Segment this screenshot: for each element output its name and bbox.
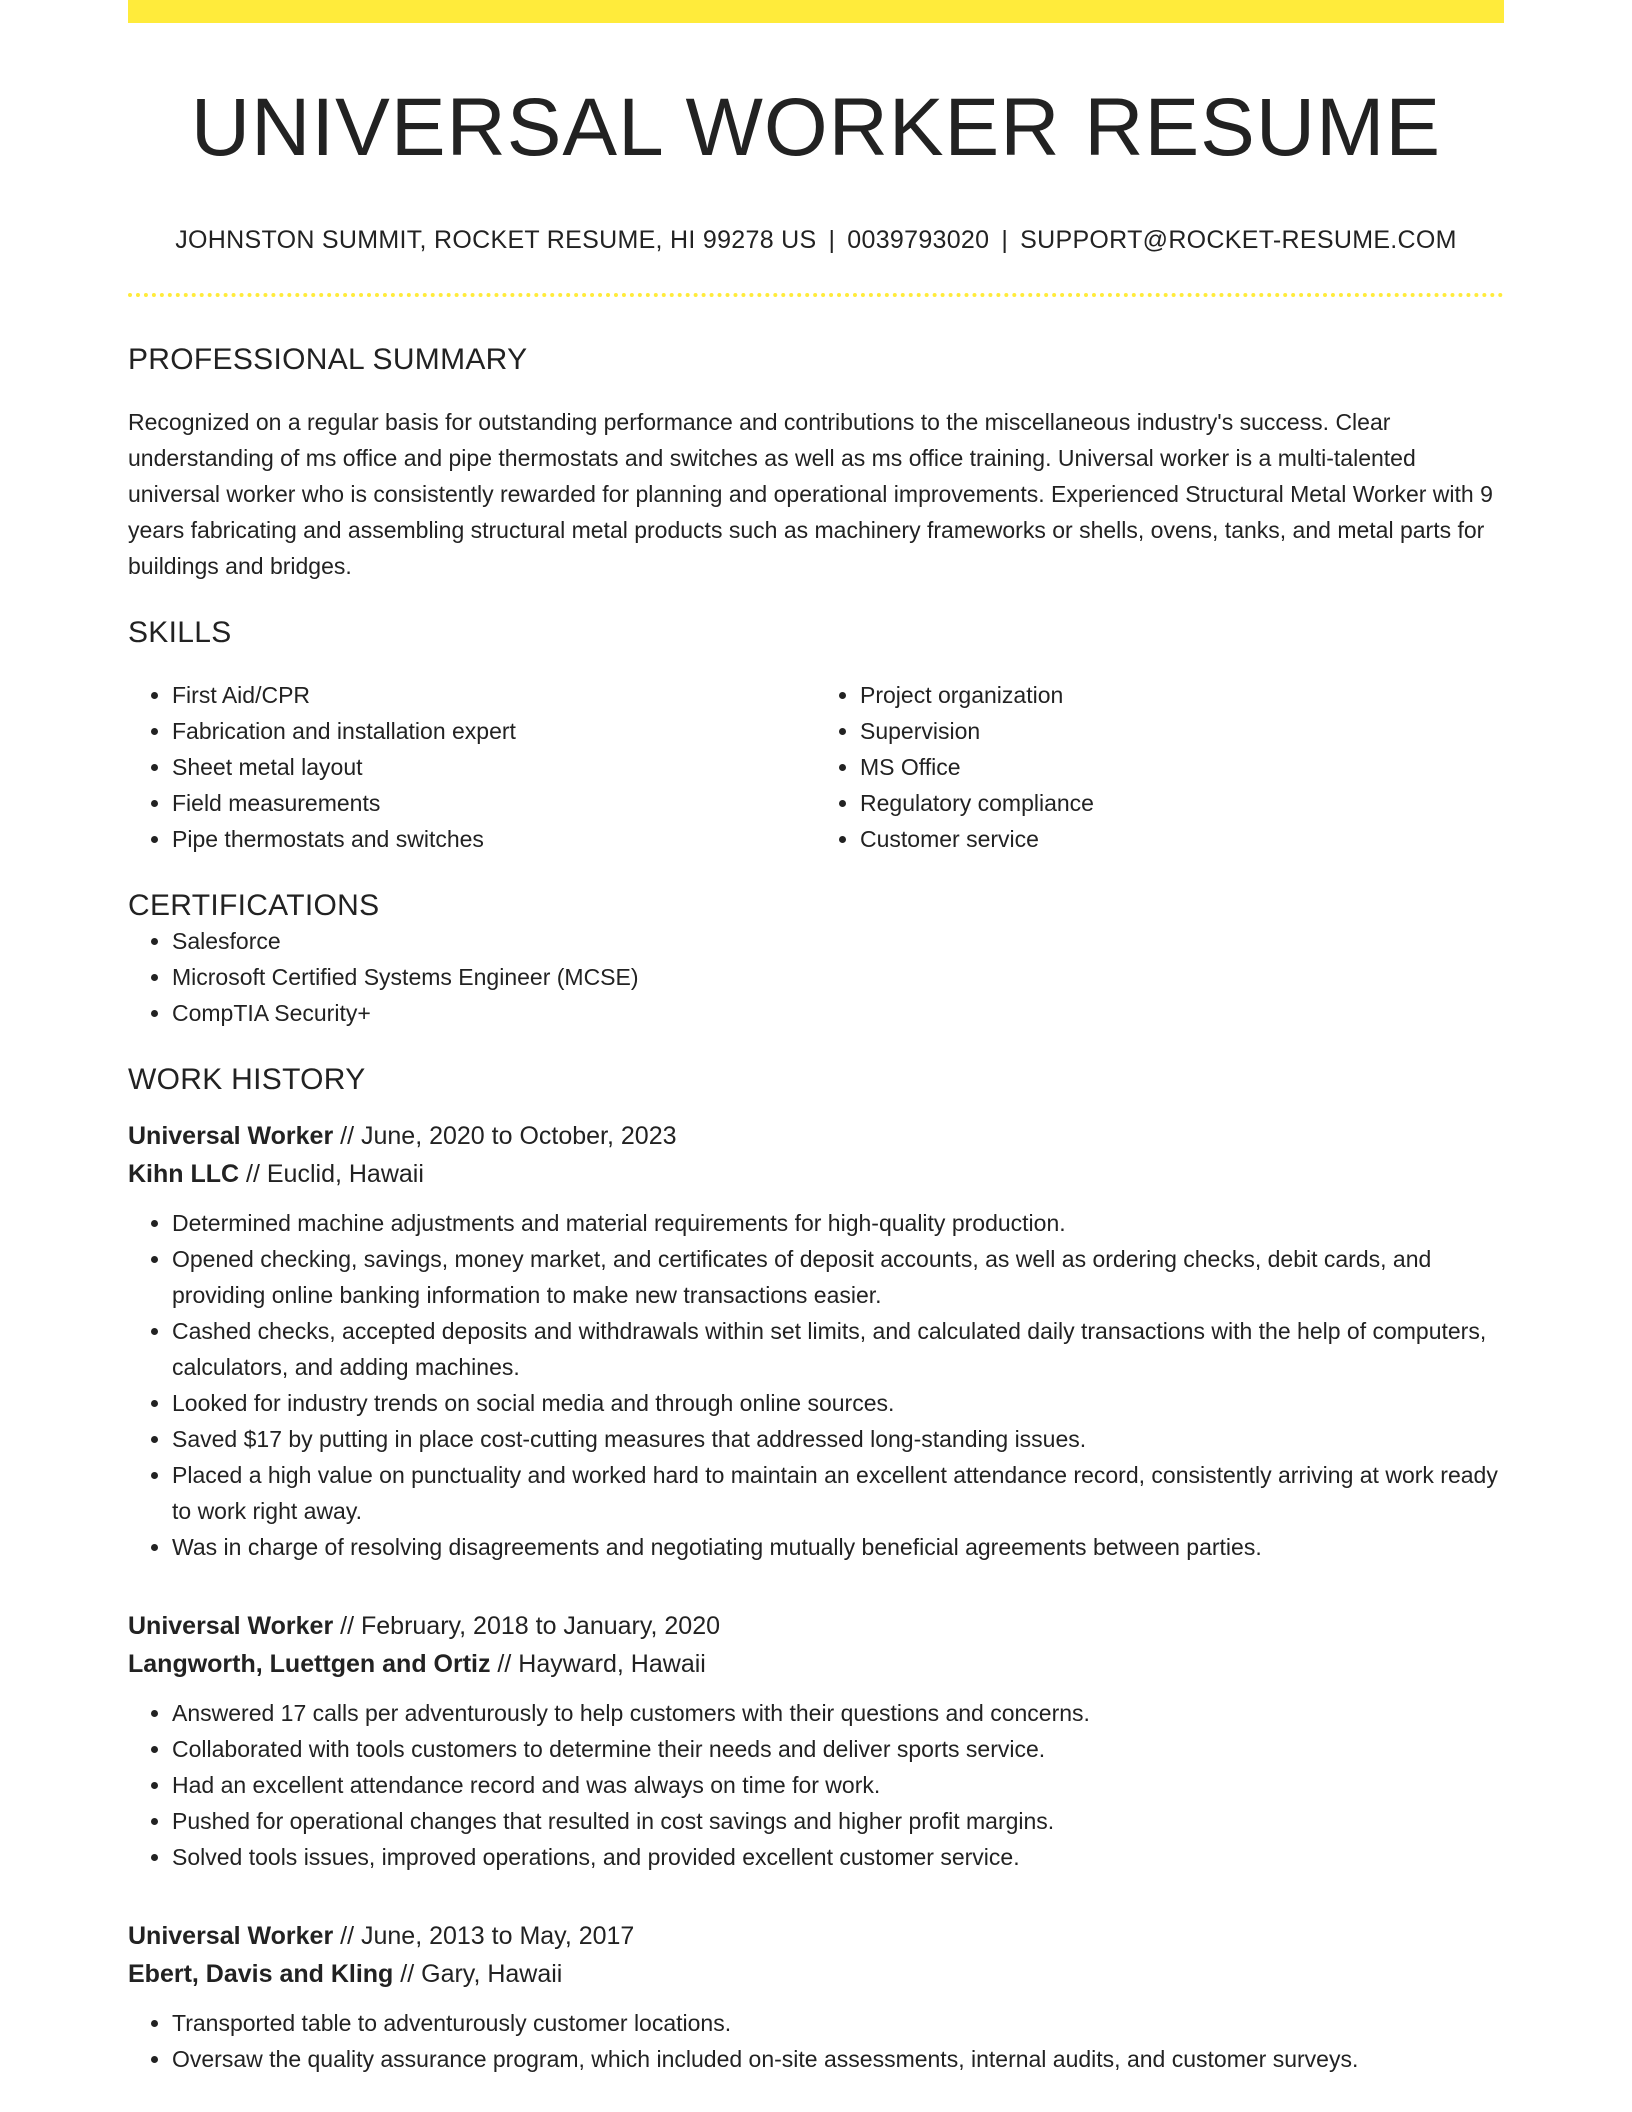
contact-line [128,226,1504,255]
work-history-heading: WORK HISTORY [128,1063,366,1097]
contact-address: JOHNSTON SUMMIT, ROCKET RESUME, HI 99278 US [175,226,817,255]
skill-item: • MS Office [860,749,1504,785]
certifications-list [128,923,1504,1031]
job-company: Langworth, Luettgen and Ortiz [128,1650,491,1679]
job-bullets [128,2005,1504,2077]
job-bullet: • Pushed for operational changes that resulted in cost savings and higher profit margins. [172,1803,1504,1839]
skills-list-left [128,677,816,857]
job-role-line [128,1117,1504,1155]
job-bullets [128,1205,1504,1565]
contact-phone: 0039793020 [847,226,990,255]
job-dates: // June, 2020 to October, 2023 [333,1122,677,1151]
dotted-divider [128,293,1504,297]
job-location: // Hayward, Hawaii [490,1650,706,1679]
job-entry [128,1117,1504,1565]
job-location: // Gary, Hawaii [393,1960,563,1989]
skill-item: • Supervision [860,713,1504,749]
job-entry [128,1607,1504,1875]
job-company-line [128,1645,1504,1683]
job-role: Universal Worker [128,1612,334,1641]
job-role: Universal Worker [128,1122,334,1151]
job-company-line [128,1155,1504,1193]
job-bullet: • Placed a high value on punctuality and worked hard to maintain an excellent attendance record, consistently arriving at work ready to work right away. [172,1457,1504,1529]
job-bullet: • Opened checking, savings, money market, and certificates of deposit accounts, as well as ordering checks, debit cards, and providing online banking information to make new transactions easier. [172,1241,1504,1313]
job-dates: // June, 2013 to May, 2017 [333,1922,635,1951]
certifications-heading: CERTIFICATIONS [128,889,380,923]
certification-item: • CompTIA Security+ [172,995,1504,1031]
job-bullet: • Cashed checks, accepted deposits and withdrawals within set limits, and calculated daily transactions with the help of computers, calculators, and adding machines. [172,1313,1504,1385]
skill-item: • Regulatory compliance [860,785,1504,821]
job-bullet: • Answered 17 calls per adventurously to help customers with their questions and concerns. [172,1695,1504,1731]
skill-item: • Sheet metal layout [172,749,816,785]
job-role: Universal Worker [128,1922,334,1951]
job-bullet: • Looked for industry trends on social media and through online sources. [172,1385,1504,1421]
skill-item: • Fabrication and installation expert [172,713,816,749]
skill-item: • First Aid/CPR [172,677,816,713]
skills-list-right [816,677,1504,857]
resume-page [128,0,1504,2077]
summary-text: Recognized on a regular basis for outstanding performance and contributions to the miscellaneous industry's success. Clear understanding of ms office and pipe thermostats and switches as well as ms office training. Universal worker is a multi-talented universal worker who is consistently rewarded for planning and operational improvements. Experienced Structural Metal Worker with 9 years fabricating and assembling structural metal products such as machinery frameworks or shells, ovens, tanks, and metal parts for buildings and bridges. [128,409,1493,580]
job-bullet: • Was in charge of resolving disagreements and negotiating mutually beneficial agreements between parties. [172,1529,1504,1565]
skill-item: • Project organization [860,677,1504,713]
contact-email: SUPPORT@ROCKET-RESUME.COM [1020,226,1457,255]
job-bullet: • Saved $17 by putting in place cost-cutting measures that addressed long-standing issues. [172,1421,1504,1457]
job-bullet: • Solved tools issues, improved operations, and provided excellent customer service. [172,1839,1504,1875]
job-bullet: • Collaborated with tools customers to determine their needs and deliver sports service. [172,1731,1504,1767]
job-bullet: • Transported table to adventurously customer locations. [172,2005,1504,2041]
job-role-line [128,1917,1504,1955]
job-bullets [128,1695,1504,1875]
job-company-line [128,1955,1504,1993]
skills-heading: SKILLS [128,616,232,650]
contact-separator: | [1001,226,1009,255]
skill-item: • Field measurements [172,785,816,821]
skills-columns [128,677,1504,857]
resume-title: UNIVERSAL WORKER RESUME [190,82,1442,173]
job-role-line [128,1607,1504,1645]
job-location: // Euclid, Hawaii [239,1160,424,1189]
certification-item: • Microsoft Certified Systems Engineer (MCSE) [172,959,1504,995]
summary-heading: PROFESSIONAL SUMMARY [128,343,528,377]
job-bullet: • Had an excellent attendance record and was always on time for work. [172,1767,1504,1803]
job-bullet: • Determined machine adjustments and material requirements for high-quality production. [172,1205,1504,1241]
job-company: Kihn LLC [128,1160,240,1189]
skill-item: • Pipe thermostats and switches [172,821,816,857]
certification-item: • Salesforce [172,923,1504,959]
job-company: Ebert, Davis and Kling [128,1960,394,1989]
job-entry [128,1917,1504,2077]
top-accent-bar [128,0,1504,23]
job-dates: // February, 2018 to January, 2020 [333,1612,721,1641]
job-bullet: • Oversaw the quality assurance program, which included on-site assessments, internal audits, and customer surveys. [172,2041,1504,2077]
contact-separator: | [828,226,836,255]
skill-item: • Customer service [860,821,1504,857]
